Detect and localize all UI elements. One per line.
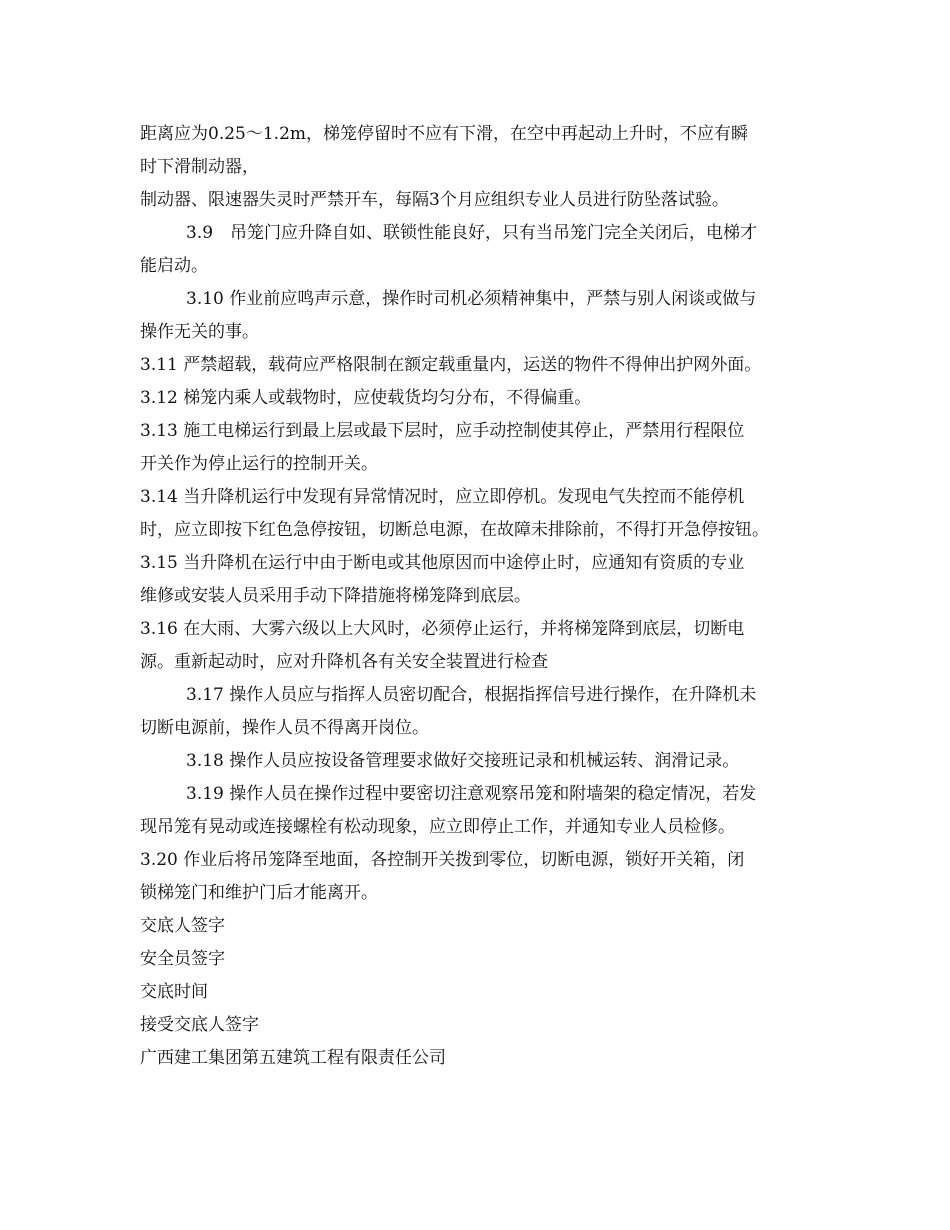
document-body bbox=[140, 118, 816, 1075]
text-line: 能启动。 bbox=[140, 256, 208, 276]
text-line: 操作无关的事。 bbox=[140, 322, 259, 342]
text-line: 3.18 操作人员应按设备管理要求做好交接班记录和机械运转、润滑记录。 bbox=[186, 751, 740, 771]
text-line: 维修或安装人员采用手动下降措施将梯笼降到底层。 bbox=[140, 586, 531, 606]
signature-block bbox=[140, 910, 816, 1075]
text-line: 3.16 在大雨、大雾六级以上大风时，必须停止运行，并将梯笼降到底层，切断电 bbox=[140, 619, 745, 639]
paragraph-3-8-continuation-2 bbox=[140, 184, 816, 217]
text-line: 3.17 操作人员应与指挥人员密切配合，根据指挥信号进行操作，在升降机未 bbox=[186, 685, 757, 705]
company-name: 广西建工集团第五建筑工程有限责任公司 bbox=[140, 1048, 446, 1068]
text-line: 开关作为停止运行的控制开关。 bbox=[140, 454, 378, 474]
paragraph-3-16 bbox=[140, 613, 816, 679]
text-line: 制动器、限速器失灵时严禁开车，每隔3个月应组织专业人员进行防坠落试验。 bbox=[140, 190, 729, 210]
safety-officer-signature-label: 安全员签字 bbox=[140, 949, 225, 969]
text-line: 3.20 作业后将吊笼降至地面，各控制开关拨到零位，切断电源，锁好开关箱，闭 bbox=[140, 850, 745, 870]
text-line: 时，应立即按下红色急停按钮，切断总电源，在故障未排除前，不得打开急停按钮。 bbox=[140, 520, 769, 540]
text-line: 时下滑制动器， bbox=[140, 157, 259, 177]
paragraph-3-11 bbox=[140, 349, 816, 382]
handover-person-signature-label: 交底人签字 bbox=[140, 916, 225, 936]
text-line: 3.11 严禁超载，载荷应严格限制在额定载重量内，运送的物件不得伸出护网外面。 bbox=[140, 355, 762, 375]
text-line: 3.13 施工电梯运行到最上层或最下层时，应手动控制使其停止，严禁用行程限位 bbox=[140, 421, 745, 441]
text-line: 3.15 当升降机在运行中由于断电或其他原因而中途停止时，应通知有资质的专业 bbox=[140, 553, 745, 573]
paragraph-3-15 bbox=[140, 547, 816, 613]
receiver-signature-label: 接受交底人签字 bbox=[140, 1015, 259, 1035]
text-line: 3.9 吊笼门应升降自如、联锁性能良好，只有当吊笼门完全关闭后，电梯才 bbox=[186, 223, 758, 243]
handover-time-label: 交底时间 bbox=[140, 982, 208, 1002]
paragraph-3-13 bbox=[140, 415, 816, 481]
paragraph-3-18 bbox=[140, 745, 816, 778]
text-line: 3.12 梯笼内乘人或载物时，应使载货均匀分布，不得偏重。 bbox=[140, 388, 592, 408]
paragraph-3-10 bbox=[140, 283, 816, 349]
paragraph-3-8-continuation bbox=[140, 118, 816, 184]
paragraph-3-20 bbox=[140, 844, 816, 910]
text-line: 源。重新起动时，应对升降机各有关安全装置进行检查 bbox=[140, 652, 548, 672]
paragraph-3-17 bbox=[140, 679, 816, 745]
paragraph-3-19 bbox=[140, 778, 816, 844]
text-line: 3.10 作业前应鸣声示意，操作时司机必须精神集中，严禁与别人闲谈或做与 bbox=[186, 289, 757, 309]
paragraph-3-12 bbox=[140, 382, 816, 415]
text-line: 3.19 操作人员在操作过程中要密切注意观察吊笼和附墙架的稳定情况，若发 bbox=[186, 784, 757, 804]
paragraph-3-14 bbox=[140, 481, 816, 547]
text-line: 现吊笼有晃动或连接螺栓有松动现象，应立即停止工作，并通知专业人员检修。 bbox=[140, 817, 735, 837]
text-line: 距离应为0.25～1.2m，梯笼停留时不应有下滑，在空中再起动上升时，不应有瞬 bbox=[140, 124, 749, 144]
text-line: 锁梯笼门和维护门后才能离开。 bbox=[140, 883, 378, 903]
text-line: 3.14 当升降机运行中发现有异常情况时，应立即停机。发现电气失控而不能停机 bbox=[140, 487, 745, 507]
text-line: 切断电源前，操作人员不得离开岗位。 bbox=[140, 718, 429, 738]
paragraph-3-9 bbox=[140, 217, 816, 283]
